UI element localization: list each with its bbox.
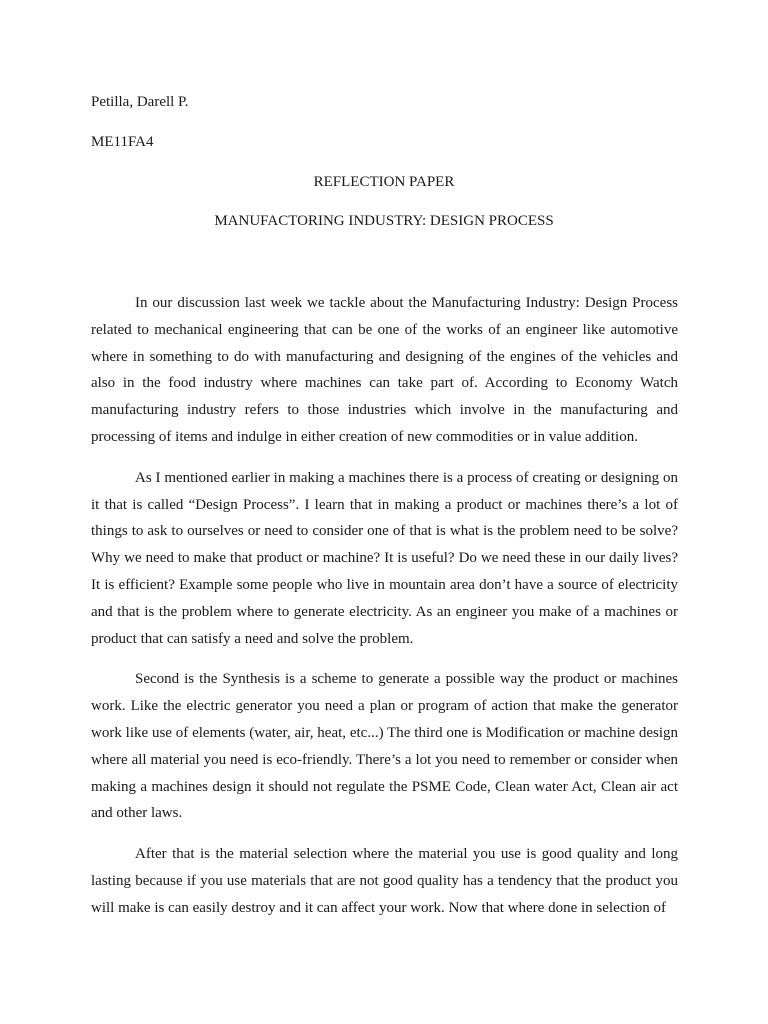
course-code: ME11FA4: [91, 134, 154, 150]
paper-subtitle: MANUFACTORING INDUSTRY: DESIGN PROCESS: [214, 213, 554, 229]
paper-title: REFLECTION PAPER: [313, 174, 455, 190]
paragraph-material-selection: After that is the material selection where the material you use is good quality and long lasting because if you use materials that are not good quality has a tendency that the product you will make is can easily destroy and it can affect your work. Now that where done in selection of: [91, 846, 678, 916]
paragraph-design-process: As I mentioned earlier in making a machines there is a process of creating or designing on it that is called “Design Process”. I learn that in making a product or machines there’s a lot of things to ask to ourselves or need to consider one of that is what is the problem need to be solve? Why we need to make that product or machine? It is useful? Do we need these in our daily lives? It is efficient? Example some people who live in mountain area don’t have a source of electricity and that is the problem where to generate electricity. As an engineer you make of a machines or product that can satisfy a need and solve the problem.: [91, 469, 678, 647]
paragraph-intro: In our discussion last week we tackle about the Manufacturing Industry: Design Process related to mechanical engineering that can be one of the works of an engineer like automotive where in something to do with manufacturing and designing of the engines of the vehicles and also in the food industry where machines can take part of. According to Economy Watch manufacturing industry refers to those industries which involve in the manufacturing and processing of items and indulge in either creation of new commodities or in value addition.: [91, 295, 678, 445]
paragraph-synthesis: Second is the Synthesis is a scheme to generate a possible way the product or machines work. Like the electric generator you need a plan or program of action that make the generator work like use of elements (water, air, heat, etc...) The third one is Modification or machine design where all material you need is eco-friendly. There’s a lot you need to remember or consider when making a machines design it should not regulate the PSME Code, Clean water Act, Clean air act and other laws.: [91, 671, 678, 822]
body-text: [91, 290, 678, 936]
author-name: Petilla, Darell P.: [91, 94, 189, 110]
